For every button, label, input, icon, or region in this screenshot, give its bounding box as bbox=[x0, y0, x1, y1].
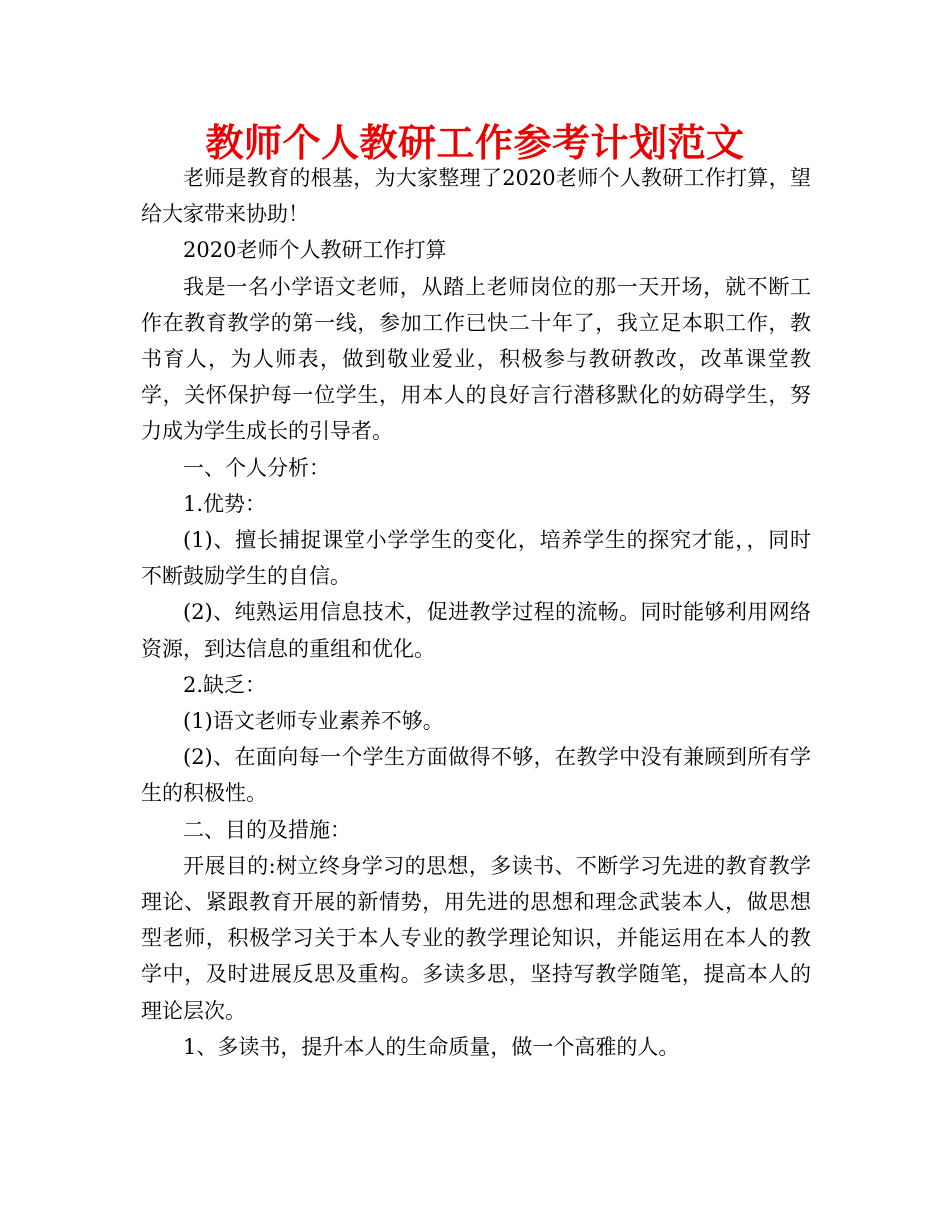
self-introduction-paragraph: 我是一名小学语文老师，从踏上老师岗位的那一天开场，就不断工作在教育教学的第一线，参加工作已快二十年了，我立足本职工作，教书育人，为人师表，做到敬业爱业，积极参与教研教改，改革课堂教学，关怀保护每一位学生，用本人的良好言行潜移默化的妨碍学生，努力成为学生成长的引导者。 bbox=[141, 274, 811, 444]
goals-paragraph: 开展目的:树立终身学习的思想，多读书、不断学习先进的教育教学理论、紧跟教育开展的新情势，用先进的思想和理念武装本人，做思想型老师，积极学习关于本人专业的教学理论知识，并能运用在本人的教学中，及时进展反思及重构。多读多思，坚持写教学随笔，提高本人的理论层次。 bbox=[141, 853, 811, 1023]
document-title: 教师个人教研工作参考计划范文 bbox=[205, 121, 745, 165]
intro-paragraph: 老师是教育的根基，为大家整理了2020老师个人教研工作打算，望给大家带来协助！ bbox=[141, 166, 811, 227]
weakness-item-1: (1)语文老师专业素养不够。 bbox=[183, 709, 444, 734]
document-body bbox=[141, 160, 811, 1065]
strength-item-2: (2)、纯熟运用信息技术，促进教学过程的流畅。同时能够利用网络资源，到达信息的重组和优化。 bbox=[141, 600, 811, 661]
measure-item-1: 1、多读书，提升本人的生命质量，做一个高雅的人。 bbox=[183, 1034, 680, 1059]
subheading-weaknesses: 2.缺乏： bbox=[183, 672, 267, 697]
section-heading-personal-analysis: 一、个人分析： bbox=[183, 455, 330, 480]
plan-heading: 2020老师个人教研工作打算 bbox=[183, 238, 447, 263]
strength-item-1: (1)、擅长捕捉课堂小学学生的变化，培养学生的探究才能，，同时不断鼓励学生的自信。 bbox=[141, 528, 811, 589]
weakness-item-2: (2)、在面向每一个学生方面做得不够，在教学中没有兼顾到所有学生的积极性。 bbox=[141, 745, 811, 806]
section-heading-goals-measures: 二、目的及措施： bbox=[183, 817, 351, 842]
subheading-strengths: 1.优势： bbox=[183, 491, 267, 516]
